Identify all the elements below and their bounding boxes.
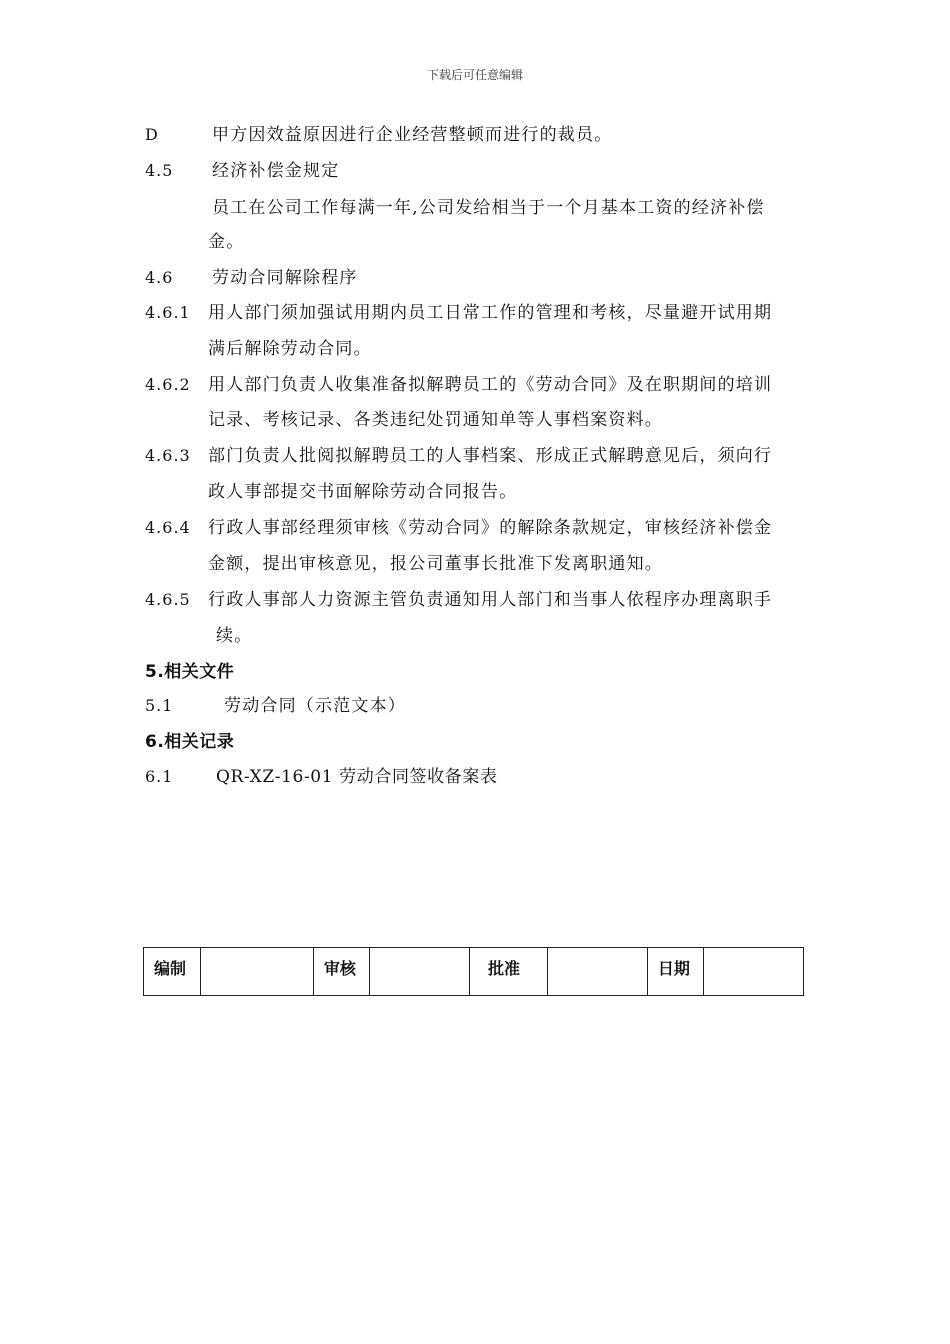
item-number: 4.6.1 (145, 303, 191, 322)
item-continuation: 金。 (208, 232, 245, 252)
reviewed-label: 审核 (313, 948, 370, 996)
section-title-related-records: 6.相关记录 (145, 732, 235, 752)
item-number: 5.1 (145, 696, 174, 715)
item-number: 4.6 (145, 268, 174, 287)
item-number: D (145, 125, 159, 144)
item-continuation: 续。 (216, 626, 253, 646)
approved-label: 批准 (469, 948, 547, 996)
item-number: 4.6.2 (145, 375, 191, 394)
item-text: 行政人事部经理须审核《劳动合同》的解除条款规定，审核经济补偿金 (208, 518, 773, 538)
item-text: 经济补偿金规定 (212, 161, 340, 181)
reviewed-cell[interactable] (370, 948, 470, 996)
item-text: QR-XZ-16-01 劳动合同签收备案表 (216, 767, 498, 787)
item-number: 4.6.5 (145, 590, 191, 609)
item-number: 4.6.4 (145, 518, 191, 537)
approved-cell[interactable] (548, 948, 648, 996)
signoff-table (143, 947, 804, 996)
item-text: 甲方因效益原因进行企业经营整顿而进行的裁员。 (212, 125, 613, 145)
item-number: 6.1 (145, 767, 174, 786)
item-continuation: 记录、考核记录、各类违纪处罚通知单等人事档案资料。 (208, 410, 663, 430)
page-header-note: 下载后可任意编辑 (426, 68, 523, 82)
section-title-related-docs: 5.相关文件 (145, 662, 235, 682)
date-cell[interactable] (704, 948, 804, 996)
item-number: 4.5 (145, 161, 174, 180)
item-continuation: 金额，提出审核意见，报公司董事长批准下发离职通知。 (208, 554, 663, 574)
item-text: 行政人事部人力资源主管负责通知用人部门和当事人依程序办理离职手 (208, 590, 773, 610)
date-label: 日期 (647, 948, 704, 996)
item-continuation: 政人事部提交书面解除劳动合同报告。 (208, 482, 518, 502)
item-continuation: 员工在公司工作每满一年,公司发给相当于一个月基本工资的经济补偿 (212, 198, 765, 218)
prepared-label: 编制 (144, 948, 201, 996)
item-text: 劳动合同解除程序 (212, 268, 358, 288)
item-text: 部门负责人批阅拟解聘员工的人事档案、形成正式解聘意见后，须向行 (208, 446, 773, 466)
prepared-cell[interactable] (200, 948, 313, 996)
item-continuation: 满后解除劳动合同。 (208, 339, 372, 359)
item-text: 劳动合同（示范文本） (224, 696, 406, 716)
item-number: 4.6.3 (145, 446, 191, 465)
item-text: 用人部门须加强试用期内员工日常工作的管理和考核，尽量避开试用期 (208, 303, 773, 323)
item-text: 用人部门负责人收集准备拟解聘员工的《劳动合同》及在职期间的培训 (208, 375, 773, 395)
